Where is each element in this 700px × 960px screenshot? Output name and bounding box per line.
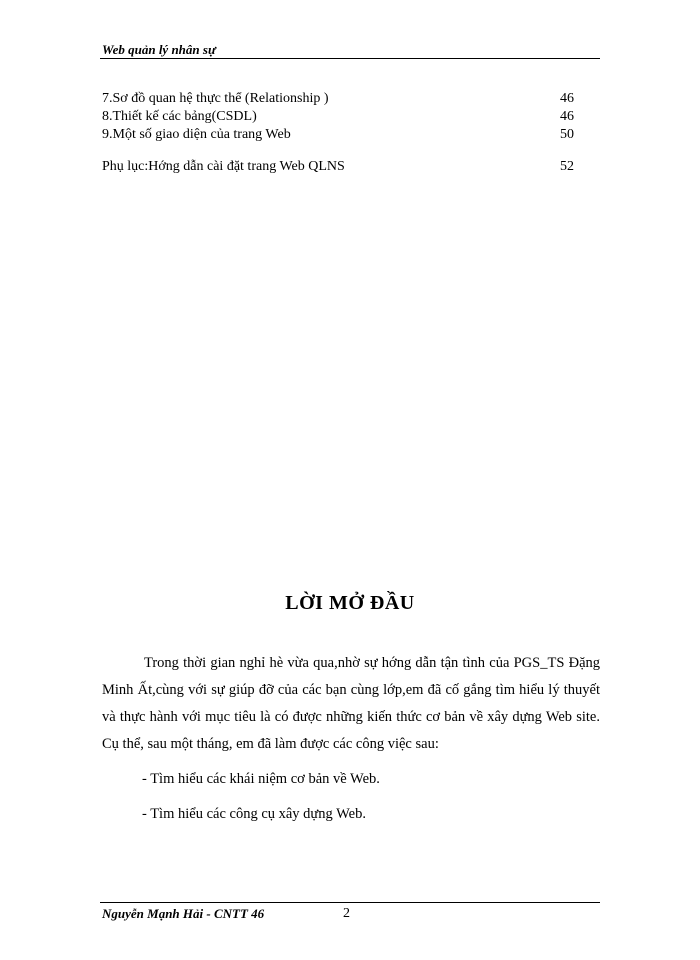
toc-entry-page: 46 bbox=[560, 109, 574, 124]
toc-entry-text: 7.Sơ đồ quan hệ thực thể (Relationship ) bbox=[102, 91, 329, 106]
section-heading: LỜI MỞ ĐẦU bbox=[285, 592, 415, 614]
toc-entry-page: 52 bbox=[560, 159, 574, 174]
table-of-contents bbox=[102, 90, 582, 176]
page-number: 2 bbox=[343, 906, 350, 921]
toc-entry bbox=[102, 108, 582, 126]
toc-entry bbox=[102, 158, 582, 176]
toc-entry-text: Phụ lục:Hớng dẫn cài đặt trang Web QLNS bbox=[102, 159, 345, 174]
toc-entry-text: 8.Thiết kế các bảng(CSDL) bbox=[102, 109, 257, 124]
footer-author: Nguyễn Mạnh Hải - CNTT 46 bbox=[102, 906, 265, 921]
toc-entry-text: 9.Một số giao diện của trang Web bbox=[102, 127, 291, 142]
running-header-title: Web quản lý nhân sự bbox=[102, 42, 216, 57]
toc-entry bbox=[102, 126, 582, 144]
bullet-item: - Tìm hiểu các công cụ xây dựng Web. bbox=[142, 806, 366, 822]
intro-paragraph: Trong thời gian nghỉ hè vừa qua,nhờ sự hớng dẫn tận tình của PGS_TS Đặng Minh Ất,cùng với sự giúp đỡ của các bạn cùng lớp,em đã cố gắng tìm hiểu lý thuyết và thực hành với mục tiêu là có được những kiến thức cơ bản về xây dựng Web site. Cụ thể, sau một tháng, em đã làm được các công việc sau: bbox=[102, 655, 600, 752]
bullet-item: - Tìm hiểu các khái niệm cơ bản về Web. bbox=[142, 771, 380, 787]
header-divider bbox=[100, 58, 600, 59]
toc-entry bbox=[102, 90, 582, 108]
toc-entry-page: 46 bbox=[560, 91, 574, 106]
toc-entry-page: 50 bbox=[560, 127, 574, 142]
footer-divider bbox=[100, 902, 600, 903]
body-content bbox=[102, 650, 600, 828]
